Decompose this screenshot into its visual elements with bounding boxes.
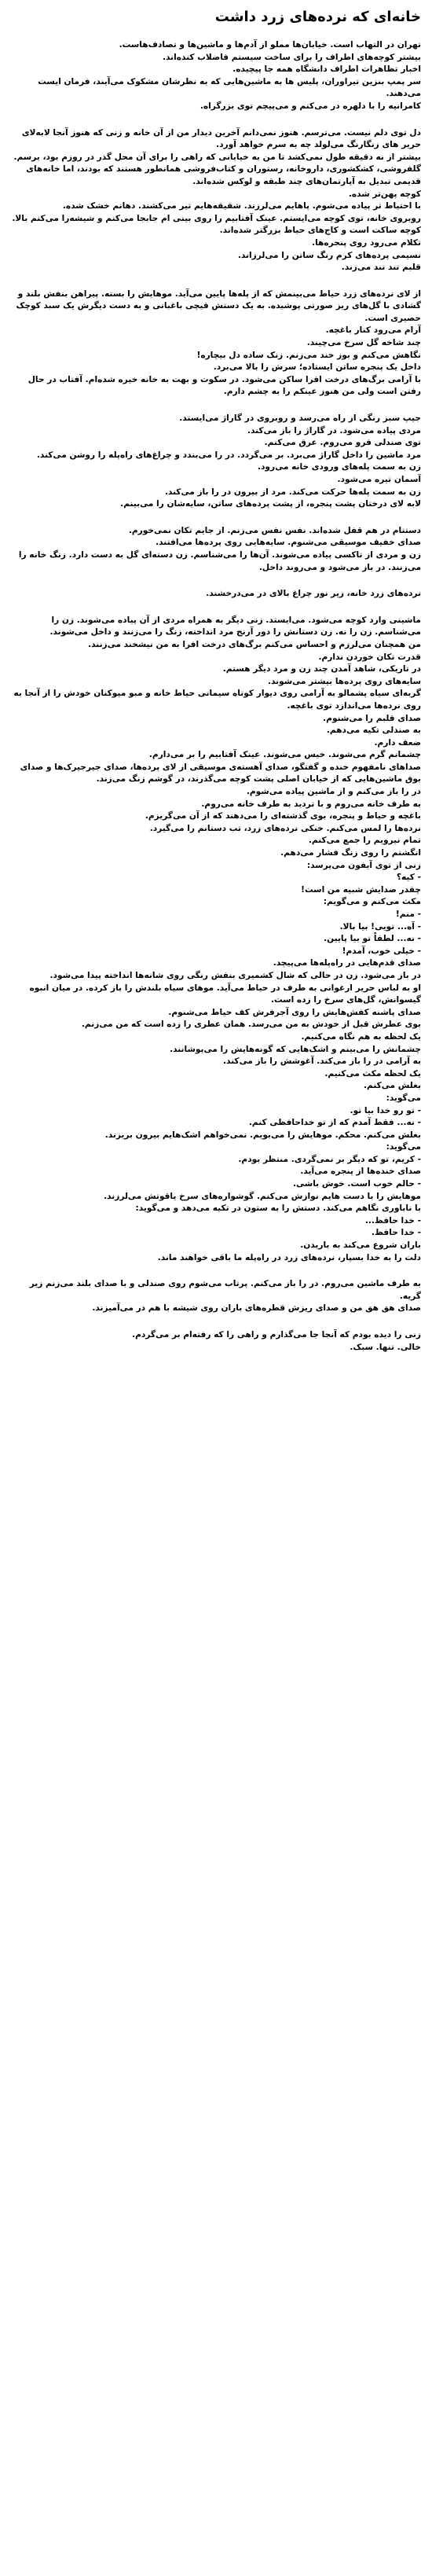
- story-line: - کریم، تو که دیگر بر نمی‌گردی. منتظر بودم.: [238, 1154, 421, 1164]
- story-line: - کیه؟: [396, 873, 421, 883]
- story-line: زن به سمت پله‌های ورودی خانه می‌رود.: [257, 462, 421, 472]
- story-line: سر پمپ بنزین تیراوران، پلیس ها به ماشین‌هایی که به نظرشان مشکوک می‌آیند، فرمان ایست می‌دهند.: [38, 76, 421, 99]
- story-line: - نه... فقط آمدم که از تو خداحافظی کنم.: [248, 1118, 421, 1128]
- story-line: آرام می‌رود کنار باغچه.: [325, 325, 421, 336]
- story-line: - حالم خوب است. خوش باشی.: [293, 1179, 421, 1189]
- story-line: نگاهش می‌کنم و بوز خند می‌زنم. زنک ساده دل بیچاره!: [196, 350, 421, 360]
- story-line: چقدر صدایش شبیه من است!: [301, 884, 421, 895]
- story-line: صدای خفیف موسیقی می‌شنوم. سایه‌هایی روی پرده‌ها می‌افتند.: [156, 538, 421, 548]
- story-line: بغلش می‌کنم.: [363, 1081, 421, 1091]
- story-paragraph: [9, 127, 421, 274]
- story-line: در باز می‌شود. زن در حالی که شال کشمیری بنفش رنگی روی شانه‌ها انداخته پیدا می‌شود.: [49, 970, 421, 980]
- story-line: تهران در التهاب است. خیابان‌ها مملو از آدم‌ها و ماشین‌ها و تصادف‌هاست.: [119, 40, 421, 50]
- story-line: با احتیاط تر پیاده می‌شوم. پاهایم می‌لرزند. شقیقه‌هایم تیر می‌کشند. دهانم خشک شده.: [62, 201, 421, 211]
- story-line: گربه‌ای سیاه پشمالو به آرامی روی دیوار کوتاه سیمانی حیاط خانه و مبو میوکنان خودش را از آنجا به روی نرده‌ها می‌اندازد توی باغچه.: [13, 689, 421, 711]
- story-line: به آرامی در را باز می‌کند. آغوشش را باز می‌کند.: [222, 1056, 421, 1067]
- story-line: کامرانیه را با دلهره در می‌کنم و می‌پیچم توی بزرگراه.: [200, 101, 421, 111]
- story-line: داخل یک پنجره ساتن ایستاده؛ سرش را بالا می‌برد.: [213, 362, 421, 373]
- story-line: باغچه و حیاط و پنجره، بوی گذشته‌ای را می‌دهند که از آن می‌گریزم.: [145, 811, 421, 821]
- story-line: مکث می‌کنم و می‌گویم:: [323, 897, 421, 907]
- story-paragraph: [9, 39, 421, 113]
- story-line: - نه... لطفاً تو بیا پایین.: [324, 934, 421, 944]
- story-line: - خدا حافظ...: [364, 1215, 421, 1226]
- story-line: چشمانم گرم می‌شوند. خیس می‌شوند. عینک آفتابیم را بر می‌دارم.: [148, 750, 421, 760]
- story-paragraph: [9, 413, 421, 511]
- story-line: در تاریکی، شاهد آمدن چند زن و مرد دیگر هستم.: [222, 664, 421, 674]
- story-line: صدای قدم‌هایی در راه‌پله‌ها می‌پیچد.: [273, 958, 421, 968]
- story-line: - آه... تویی! بیا بالا.: [339, 921, 421, 932]
- story-line: من همچنان می‌لرزم و احساس می‌کنم برگ‌های درخت افرا به من نیشخند می‌زنند.: [88, 639, 421, 649]
- story-line: گلفروشی، کشکشوری، داروخانه، رستوران و کتاب‌فروشی همانطور هستند که بودند، اما خانه‌های قدیمی تبدیل به آپارتمان‌های چند طبقه و لوکس شده‌اند.: [26, 164, 421, 186]
- story-line: روبروی خانه، توی کوچه می‌ایستم. عینک آفتابیم را روی بینی ام جابجا می‌کنم و شیشه‌را می‌کنم بالا.: [12, 213, 421, 223]
- story-line: دلت را به خدا بسپار، نرده‌های زرد در راه‌پله ما باقی خواهند ماند.: [157, 1252, 421, 1262]
- story-line: بیشتر کوچه‌های اطراف را برای ساخت سیستم فاضلاب کنده‌اند.: [162, 52, 421, 62]
- story-line: قدرت تکان خوردن ندارم.: [318, 652, 421, 662]
- story-line: صدای خنده‌ها از پنجره می‌آید.: [300, 1167, 421, 1177]
- story-line: انگشتم را روی زنگ فشار می‌دهم.: [280, 848, 421, 858]
- story-paragraph: [9, 1329, 421, 1354]
- story-line: زنی را دیده بودم که آنجا جا می‌گذارم و راهی را که رفته‌ام بر می‌گردم.: [132, 1330, 421, 1339]
- story-line: یک لحظه به هم نگاه می‌کنیم.: [301, 1031, 421, 1042]
- story-line: کوچه ساکت است و کاج‌های حیاط بزرگتر شده‌اند.: [219, 226, 421, 236]
- story-line: باران شروع می‌کند به باریدن.: [300, 1240, 421, 1251]
- story-line: اخبار تظاهرات اطراف دانشگاه همه جا پیچیده.: [232, 64, 421, 75]
- story-line: از لای نرده‌های زرد حیاط می‌بینمش که از پله‌ها پایین می‌آید. موهایش را بسته. پیراهن بنفش بلند و گشادی با گل‌های ریز صورتی پوشیده. به یک دستش قیچی باغبانی و به دست دیگرش یک سبد کوچک حصیری است.: [16, 288, 421, 323]
- story-line: آسمان تیره می‌شود.: [337, 475, 421, 484]
- story-line: نرده‌های زرد خانه، زیر نور چراغ بالای در می‌درخشند.: [206, 589, 421, 599]
- story-line: دستتام در هم قفل شده‌اند. نفس نفس می‌زنم. از جایم تکان نمی‌خورم.: [128, 525, 421, 535]
- story-line: ماشینی وارد کوچه می‌شود. می‌ایستد. زنی دیگر به همراه مردی از آن پیاده می‌شوند. زن را می‌شناسم. زن را نه. زن دستانش را دور آرنج مرد انداخته، زنگ را می‌زنند و داخل می‌شوند.: [49, 615, 421, 638]
- story-paragraph: [9, 525, 421, 574]
- story-line: سایه‌های روی پرده‌ها بیشتر می‌شوند.: [267, 676, 421, 686]
- story-line: تمام نیرویم را جمع می‌کنم.: [308, 836, 421, 846]
- story-line: زن و مردی از تاکسی پیاده می‌شوند. آن‌ها را می‌شناسم. زن دسته‌ای گل به دست دارد. زنگ خانه را می‌زنند. در باز می‌شود و می‌روند داخل.: [18, 549, 421, 572]
- story-line: کوچه پهن‌تر شده.: [348, 189, 421, 199]
- story-line: جیپ سبز رنگی از راه می‌رسد و روبروی در گاراژ می‌ایستد.: [179, 413, 421, 424]
- story-line: صدای هق هق من و صدای ریزش قطره‌های باران روی شیشه با هم در می‌آمیزند.: [92, 1303, 421, 1314]
- story-line: بیشتر از نه دقیقه طول نمی‌کشد تا من به خیابانی که راهی را برای آن محل گذر در روزم بود، برسم.: [13, 152, 421, 162]
- story-line: چشمانش را می‌بینم و اشک‌هایی که گونه‌هایش را می‌پوشانند.: [170, 1044, 421, 1054]
- story-line: لابه لای درختان پشت پنجره، از پشت پرده‌های ساتن، سایه‌شان را می‌بینم.: [120, 499, 421, 509]
- story-line: موهایش را با دست هایم نوازش می‌کنم. گوشواره‌های سرخ یاقوتش می‌لرزند.: [104, 1191, 421, 1201]
- story-line: بغلش می‌کنم. محکم. موهایش را می‌بویم. نمی‌خواهم اشک‌هایم بیرون بریزند.: [104, 1130, 421, 1140]
- story-line: مرد ماشین را داخل گاراژ می‌برد. بر می‌گردد. در را می‌بندد و چراغ‌های راه‌پله را روشن می‌کند.: [36, 450, 421, 460]
- story-line: چند شاخه گل سرخ می‌چیند.: [306, 338, 421, 348]
- story-paragraph: [9, 615, 421, 1264]
- story-paragraph: [9, 288, 421, 399]
- story-line: زن به سمت پله‌ها حرکت می‌کند. مرد از بیرون در را باز می‌کند.: [164, 487, 421, 497]
- story-line: توی صندلی فرو می‌روم. عرق می‌کنم.: [264, 438, 421, 448]
- story-line: زنی از توی آیفون می‌پرسد:: [306, 860, 421, 870]
- story-line: می‌گوید:: [386, 1142, 421, 1152]
- story-body: [9, 39, 421, 1354]
- story-line: با آرامی برگ‌های درخت افرا ساکن می‌شود. در سکوت و بهت به خانه خیره شده‌ام. آفتاب در حال رفتن است ولی من هنوز عینکم را به چشم دارم.: [27, 374, 421, 397]
- story-line: به طرف خانه می‌روم و با تردید به طرف خانه می‌روم.: [201, 799, 421, 809]
- story-line: مردی پیاده می‌شود. در گاراژ را باز می‌کند.: [247, 425, 421, 435]
- story-line: می‌گوید:: [386, 1093, 421, 1103]
- story-line: - خدا حافظ.: [371, 1228, 421, 1238]
- story-paragraph: [9, 588, 421, 601]
- story-line: نسیمی پرده‌های کرم رنگ ساتن را می‌لرزاند.: [237, 250, 421, 260]
- story-line: قلبم تند تند می‌زند.: [341, 263, 421, 273]
- story-line: به صندلی تکیه می‌دهم.: [326, 726, 421, 736]
- story-line: - تو رو خدا بیا تو.: [350, 1105, 421, 1115]
- story-title: خانه‌ای که نرده‌های زرد داشت: [214, 9, 421, 25]
- story-line: - منم!: [395, 910, 421, 919]
- story-line: با ناباوری نگاهم می‌کند. دستش را به ستون در تکیه می‌دهد و می‌گوید:: [135, 1203, 421, 1214]
- story-line: در را باز می‌کنم و از ماشین پیاده می‌شوم.: [246, 787, 421, 797]
- story-line: او به لباس حریر ارغوانی به طرف در حیاط می‌آید. موهای سیاه بلندش را باز کرده. در میان انبوه گیسوانش، گل‌های سرخ را زده است.: [29, 983, 421, 1005]
- story-line: بوی عطرش قبل از خودش به من می‌رسد. همان عطری را زده است که من می‌زنم.: [81, 1020, 421, 1030]
- story-line: صدای پاشنه کفش‌هایش را روی آجرفرش کف حیاط می‌شنوم.: [168, 1007, 421, 1017]
- story-line: خالی. تنها. سبک.: [350, 1342, 421, 1352]
- story-line: صدای قلبم را می‌شنوم.: [323, 713, 421, 723]
- story-paragraph: [9, 1278, 421, 1315]
- story-line: یک لحظه مکث می‌کنیم.: [324, 1068, 421, 1079]
- story-line: نرده‌ها را لمس می‌کنم. خنکی نرده‌های زرد، تب دستانم را می‌گیرد.: [149, 823, 421, 833]
- story-line: دل توی دلم نیست. می‌ترسم. هنوز نمی‌دانم آخرین دیدار من از آن خانه و زنی که هنوز آنجا لابه‌لای حریر های زنگارنگ می‌لولد چه به سرم خواهد آورد.: [21, 127, 421, 150]
- story-line: صداهای نامفهوم خنده و گفتگو، صدای آهسته‌ی موسیقی از لای پرده‌ها، صدای جیرجیرک‌ها و صدای بوق ماشین‌هایی که از خیابان اصلی پشت کوچه می‌گذرند، در گوشم زنگ می‌زند.: [20, 762, 421, 785]
- story-line: - خیلی خوب، آمدم!: [342, 946, 421, 956]
- story-line: ضعف دارم.: [374, 737, 421, 748]
- story-line: تکلام می‌رود روی پنجره‌ها.: [312, 237, 421, 248]
- story-line: به طرف ماشین می‌روم. در را باز می‌کنم. پرتاب می‌شوم روی صندلی و با صدای بلند می‌زنم زیر گریه.: [29, 1279, 421, 1301]
